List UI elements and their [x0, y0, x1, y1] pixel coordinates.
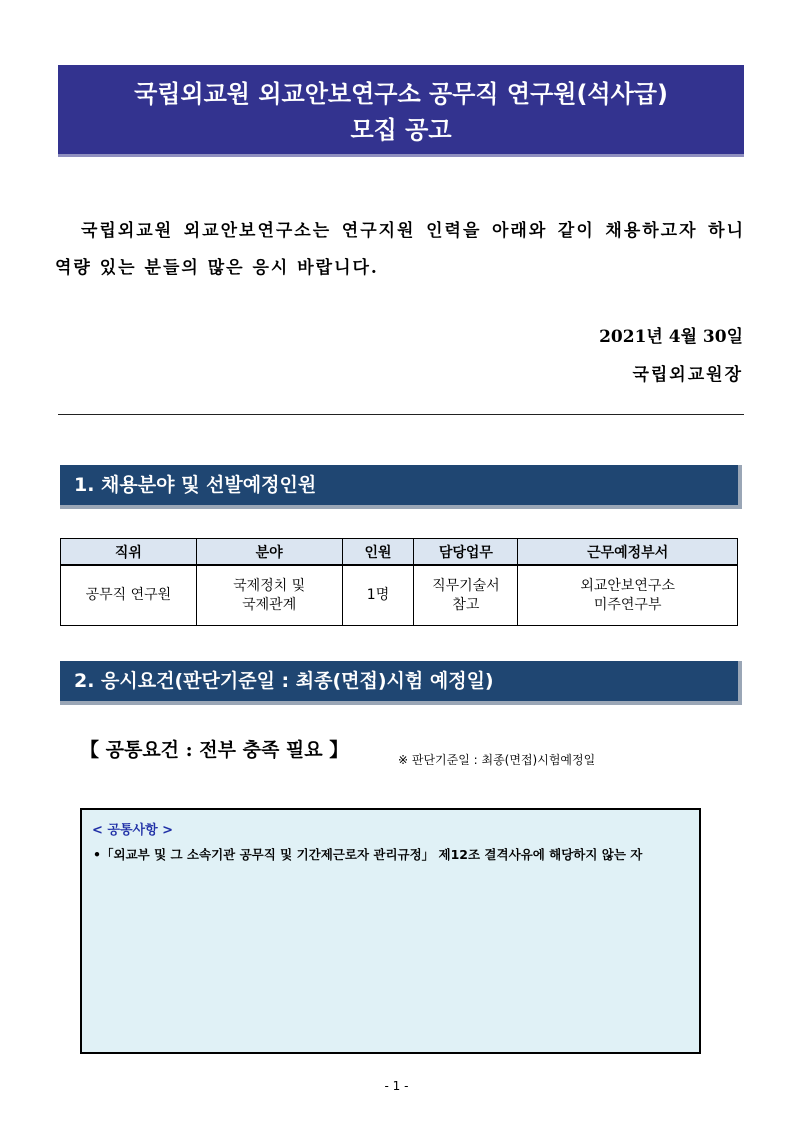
table-cell-field: 국제정치 및 국제관계 [196, 565, 342, 626]
table-cell-department: 외교안보연구소 미주연구부 [518, 565, 738, 626]
announcement-date: 2021년 4월 30일 [599, 327, 743, 347]
table-header-cell: 인원 [342, 539, 414, 566]
table-header-cell: 직위 [61, 539, 197, 566]
intro-text: 국립외교원 외교안보연구소는 연구지원 인력을 아래와 같이 채용하고자 하니 역량 있는 분들의 많은 응시 바랍니다. [55, 221, 745, 278]
notice-title-line1: 국립외교원 외교안보연구소 공무직 연구원(석사급) [134, 80, 668, 108]
requirement-title: 【 공통요건 : 전부 충족 필요 】 [80, 739, 349, 761]
notice-title-line2: 모집 공고 [350, 116, 452, 144]
common-requirements-box [80, 808, 701, 1054]
table-cell-duty: 직무기술서 참고 [414, 565, 518, 626]
table-row [61, 565, 738, 626]
table-header-row [61, 539, 738, 566]
signer-name: 국립외교원장 [632, 365, 743, 385]
section1-header: 1. 채용분야 및 선발예정인원 [60, 465, 742, 509]
table-cell-position: 공무직 연구원 [61, 565, 197, 626]
table-header-cell: 담당업무 [414, 539, 518, 566]
section2-header: 2. 응시요건(판단기준일 : 최종(면접)시험 예정일) [60, 661, 742, 705]
divider-line [58, 414, 744, 415]
table-cell-count: 1명 [342, 565, 414, 626]
common-requirements-heading: < 공통사항 > [92, 823, 174, 838]
table-header-cell: 근무예정부서 [518, 539, 738, 566]
list-item: •「외교부 및 그 소속기관 공무직 및 기간제근로자 관리규정」 제12조 결격사유에 해당하지 않는 자 [93, 847, 643, 862]
notice-title-banner [58, 65, 744, 157]
requirement-note: ※ 판단기준일 : 최종(면접)시험예정일 [398, 753, 596, 767]
page-number: - 1 - [384, 1079, 409, 1093]
table-header-cell: 분야 [196, 539, 342, 566]
recruitment-table [60, 538, 738, 626]
intro-paragraph [55, 213, 745, 287]
